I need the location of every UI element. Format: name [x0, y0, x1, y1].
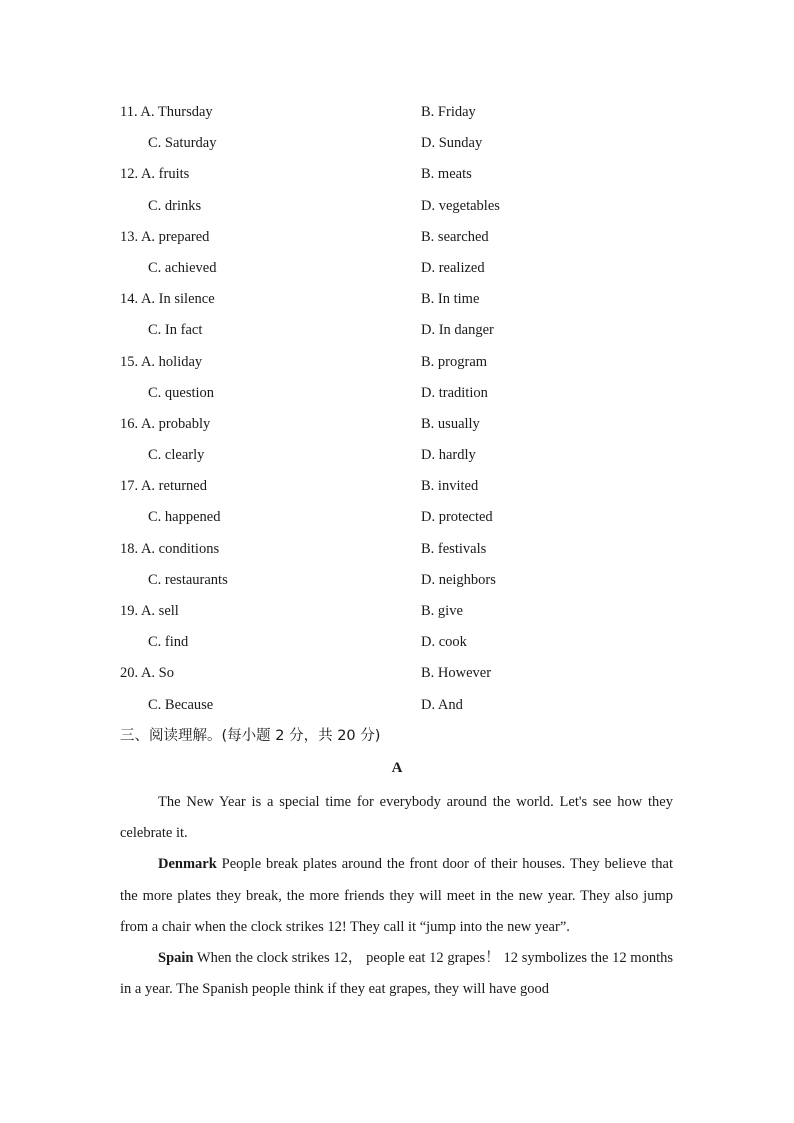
question-number: 20. — [120, 665, 139, 682]
option-a: A. So — [140, 665, 174, 682]
question-number-and-option-a — [120, 162, 189, 186]
question-row-cd — [120, 318, 680, 349]
passage-denmark-paragraph — [120, 849, 673, 943]
question-number: 18. — [120, 540, 139, 557]
option-a: A. fruits — [140, 166, 190, 183]
option-d: D. protected — [421, 509, 493, 526]
question-row — [120, 474, 680, 505]
option-b: B. However — [421, 665, 492, 682]
question-number-and-option-a — [120, 350, 202, 374]
question-row — [120, 661, 680, 692]
question-row-cd — [120, 443, 680, 474]
option-b: B. In time — [421, 291, 480, 308]
question-row — [120, 225, 680, 256]
question-row — [120, 287, 680, 318]
question-number: 12. — [120, 166, 139, 183]
option-d: D. cook — [421, 634, 467, 651]
section-heading: 三、阅读理解。(每小题 2 分，共 20 分) — [120, 728, 381, 744]
option-d: D. vegetables — [421, 197, 500, 214]
option-b: B. festivals — [421, 540, 487, 557]
spain-label: Spain — [158, 950, 194, 967]
option-c: C. Saturday — [148, 135, 217, 152]
question-number: 14. — [120, 291, 139, 308]
option-c: C. achieved — [148, 259, 217, 276]
option-c: C. In fact — [148, 322, 203, 339]
option-a: A. probably — [140, 415, 211, 432]
passage-title: A — [391, 760, 403, 776]
option-a: A. holiday — [140, 353, 203, 370]
option-c: C. Because — [148, 696, 214, 713]
passage-spain-paragraph — [120, 943, 673, 1005]
question-row-cd — [120, 256, 680, 287]
question-number-and-option-a — [120, 225, 209, 249]
question-number-and-option-a — [120, 661, 174, 685]
option-d: D. realized — [421, 259, 485, 276]
option-d: D. Sunday — [421, 135, 483, 152]
question-row-cd — [120, 505, 680, 536]
question-number: 15. — [120, 353, 139, 370]
question-row — [120, 537, 680, 568]
question-row — [120, 162, 680, 193]
question-row — [120, 412, 680, 443]
question-number-and-option-a — [120, 537, 219, 561]
denmark-label: Denmark — [158, 856, 217, 873]
option-b: B. usually — [421, 415, 480, 432]
spain-text: When the clock strikes 12， people eat 12 grapes！ 12 symbolizes the 12 months in a year. The Spanish people think if they eat grapes, they will have good — [120, 950, 673, 998]
option-b: B. give — [421, 603, 463, 619]
option-b: B. invited — [421, 478, 479, 495]
question-number-and-option-a — [120, 599, 179, 623]
question-number: 16. — [120, 415, 139, 432]
option-c: C. drinks — [148, 197, 202, 214]
question-row-cd — [120, 568, 680, 599]
option-c: C. restaurants — [148, 571, 228, 588]
question-row — [120, 100, 680, 131]
option-a: A. returned — [140, 478, 207, 495]
option-d: D. hardly — [421, 447, 476, 464]
passage-intro-paragraph: The New Year is a special time for everybody around the world. Let's see how they celebrate it. — [120, 794, 673, 842]
option-d: D. In danger — [421, 322, 494, 339]
denmark-text: People break plates around the front door of their houses. They believe that the more plates they break, the more friends they will meet in the new year. They also jump from a chair when the clock strikes 12! They call it “jump into the new year”. — [120, 856, 673, 935]
question-row-cd — [120, 131, 680, 162]
option-d: D. And — [421, 696, 463, 713]
option-b: B. Friday — [421, 104, 476, 120]
question-number-and-option-a — [120, 412, 210, 436]
question-number-and-option-a — [120, 474, 207, 498]
question-row-cd — [120, 630, 680, 661]
question-number-and-option-a — [120, 287, 215, 311]
option-c: C. find — [148, 634, 189, 651]
cloze-options-list — [120, 100, 680, 724]
question-number: 17. — [120, 478, 139, 495]
option-c: C. happened — [148, 509, 221, 526]
option-b: B. program — [421, 353, 488, 370]
option-a: A. conditions — [140, 540, 220, 557]
option-a: A. In silence — [140, 291, 215, 308]
question-number-and-option-a — [120, 100, 213, 124]
option-b: B. meats — [421, 166, 472, 183]
question-row-cd — [120, 194, 680, 225]
option-a: A. prepared — [140, 228, 210, 245]
option-c: C. question — [148, 384, 215, 401]
question-number: 11. — [120, 104, 138, 120]
question-row — [120, 599, 680, 630]
question-row — [120, 350, 680, 381]
option-a: A. Thursday — [140, 104, 213, 120]
reading-passage — [120, 787, 673, 1005]
question-row-cd — [120, 693, 680, 724]
option-d: D. tradition — [421, 384, 488, 401]
option-b: B. searched — [421, 228, 489, 245]
option-d: D. neighbors — [421, 571, 496, 588]
question-number: 13. — [120, 228, 139, 245]
question-number: 19. — [120, 603, 139, 619]
option-a: A. sell — [140, 603, 179, 619]
question-row-cd — [120, 381, 680, 412]
option-c: C. clearly — [148, 447, 205, 464]
